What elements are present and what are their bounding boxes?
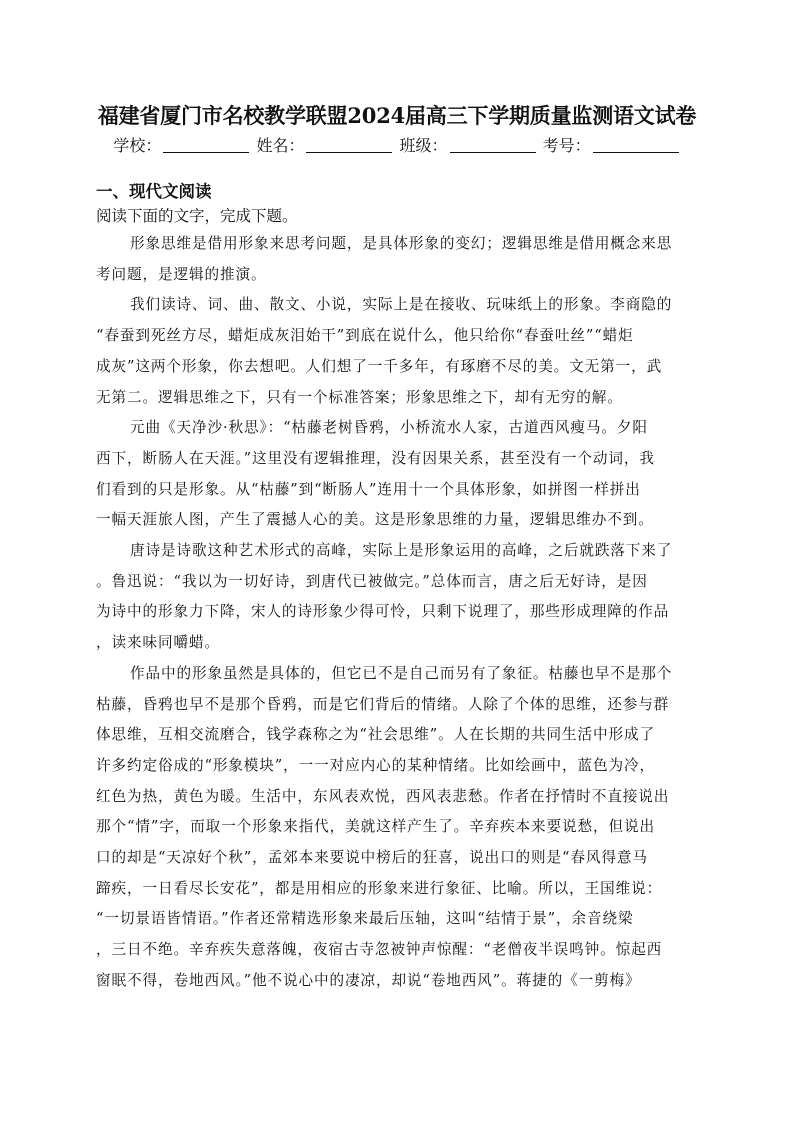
name-blank[interactable]: [306, 137, 392, 153]
passage-line: 窗眠不得，卷地西风。”他不说心中的凄凉，却说“卷地西风”。蒋捷的《一剪梅》: [96, 971, 641, 989]
exam-number-label: 考号：: [542, 136, 591, 155]
passage-line: 一幅天涯旅人图，产生了震撼人心的美。这是形象思维的力量，逻辑思维办不到。: [96, 511, 654, 529]
passage-line: 口的却是“天凉好个秋”，孟郊本来要说中榜后的狂喜，说出口的则是“春风得意马: [96, 849, 648, 866]
school-blank[interactable]: [163, 137, 249, 153]
exam-number-blank[interactable]: [593, 137, 679, 153]
reading-instruction: 阅读下面的文字，完成下题。: [96, 207, 298, 225]
class-blank[interactable]: [450, 137, 536, 153]
passage-line: 无第二。逻辑思维之下，只有一个标准答案；形象思维之下，却有无穷的解。: [96, 388, 623, 406]
passage-line: 红色为热，黄色为暖。生活中，东风表欢悦，西风表悲愁。作者在抒情时不直接说出: [96, 787, 670, 805]
passage-line: 考问题，是逻辑的推演。: [96, 265, 267, 283]
class-label: 班级：: [399, 136, 448, 155]
section-heading: 一、现代文阅读: [96, 182, 212, 201]
passage-line: ，读来味同嚼蜡。: [96, 634, 220, 652]
passage-line: 形象思维是借用形象来思考问题，是具体形象的变幻；逻辑思维是借用概念来思: [130, 235, 673, 252]
school-label: 学校：: [113, 136, 162, 155]
passage-line: “春蚕到死丝方尽，蜡炬成灰泪始干”到底在说什么，他只给你“春蚕吐丝”“蜡炬: [96, 327, 634, 345]
student-info-row: [60, 135, 734, 157]
passage-line: 蹄疾，一日看尽长安花”，都是用相应的形象来进行象征、比喻。所以，王国维说：: [96, 879, 663, 897]
passage-line: ，三日不绝。辛弃疾失意落魄，夜宿古寺忽被钟声惊醒：“老僧夜半误鸣钟。惊起西: [96, 941, 663, 959]
passage-line: 那个“情”字，而取一个形象来指代，美就这样产生了。辛弃疾本来要说愁，但说出: [96, 818, 656, 836]
passage-line: 们看到的只是形象。从“枯藤”到“断肠人”连用十一个具体形象，如拼图一样拼出: [96, 480, 641, 498]
passage-line: 唐诗是诗歌这种艺术形式的高峰，实际上是形象运用的高峰，之后就跌落下来了: [130, 542, 673, 559]
passage-line: “一切景语皆情语。”作者还常精选形象来最后压轴，这叫“结情于景”，余音绕梁: [96, 910, 634, 928]
passage-line: 成灰”这两个形象，你去想吧。人们想了一千多年，有琢磨不尽的美。文无第一，武: [96, 357, 663, 375]
passage-line: 体思维，互相交流磨合，钱学森称之为“社会思维”。人在长期的共同生活中形成了: [96, 726, 656, 744]
name-label: 姓名：: [256, 136, 305, 155]
passage-line: 枯藤，昏鸦也早不是那个昏鸦，而是它们背后的情绪。人除了个体的思维，还参与群: [96, 695, 670, 713]
passage-line: 。鲁迅说：“我以为一切好诗，到唐代已被做完。”总体而言，唐之后无好诗，是因: [96, 572, 648, 590]
passage-line: 我们读诗、词、曲、散文、小说，实际上是在接收、玩味纸上的形象。李商隐的: [130, 296, 673, 314]
passage-line: 元曲《天净沙·秋思》：“枯藤老树昏鸦，小桥流水人家，古道西风瘦马。夕阳: [130, 419, 648, 437]
passage-line: 作品中的形象虽然是具体的，但它已不是自己而另有了象征。枯藤也早不是那个: [130, 664, 673, 682]
passage-line: 西下，断肠人在天涯。”这里没有逻辑推理，没有因果关系，甚至没有一个动词，我: [96, 449, 655, 467]
passage-line: 为诗中的形象力下降，宋人的诗形象少得可怜，只剩下说理了，那些形成理障的作品: [96, 603, 670, 621]
passage-line: 许多约定俗成的“形象模块”，一一对应内心的某种情绪。比如绘画中，蓝色为冷，: [96, 756, 656, 774]
exam-title: 福建省厦门市名校教学联盟2024届高三下学期质量监测语文试卷: [97, 103, 697, 128]
